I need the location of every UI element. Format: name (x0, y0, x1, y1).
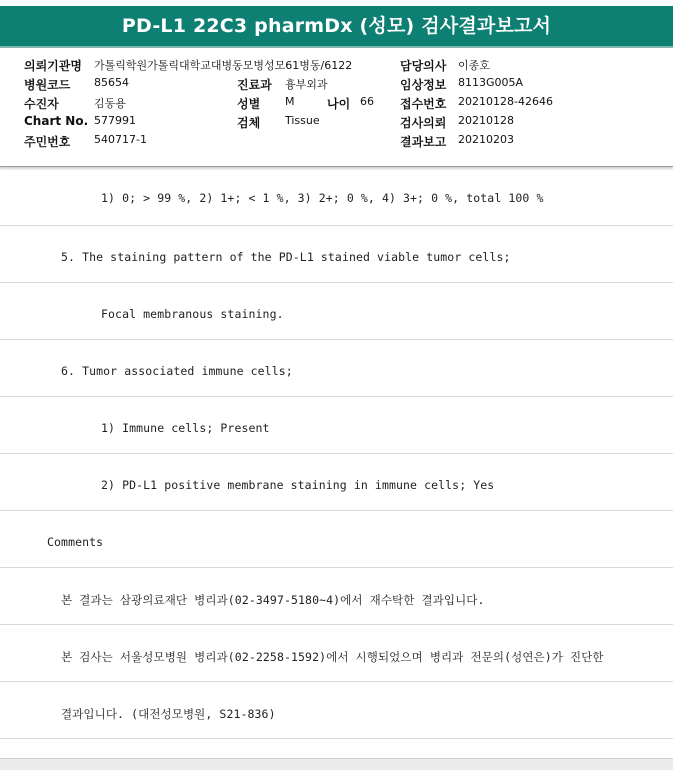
comment-line-3: 결과입니다. (대전성모병원, S21-836) (61, 707, 276, 721)
doctor-value: 이종호 (458, 59, 490, 72)
receipt-no-value: 20210128-42646 (458, 95, 553, 108)
request-date-value: 20210128 (458, 114, 514, 127)
report-date-value: 20210203 (458, 133, 514, 146)
age-label: 나이 (327, 97, 351, 111)
patient-value: 김동용 (94, 97, 126, 110)
result-row (0, 568, 673, 625)
clinical-info-label: 임상정보 (400, 78, 447, 92)
staining-pattern-heading: 5. The staining pattern of the PD-L1 stained viable tumor cells; (61, 250, 511, 264)
result-row (0, 340, 673, 397)
immune-cells-heading: 6. Tumor associated immune cells; (61, 364, 293, 378)
result-body (0, 166, 673, 739)
dept-value: 흉부외과 (285, 78, 328, 91)
chart-no-label: Chart No. (24, 114, 89, 128)
institution-label: 의뢰기관명 (24, 59, 82, 73)
result-row (0, 283, 673, 340)
patient-info-panel (0, 48, 673, 167)
result-row (0, 625, 673, 682)
clinical-info-value: 8113G005A (458, 76, 524, 89)
sex-label: 성별 (237, 97, 261, 111)
report-title: PD-L1 22C3 pharmDx (성모) 검사결과보고서 (0, 6, 673, 46)
result-row (0, 397, 673, 454)
immune-cells-staining: 2) PD-L1 positive membrane staining in immune cells; Yes (101, 478, 495, 492)
comment-line-1: 본 결과는 삼광의료재단 병리과(02-3497-5180~4)에서 재수탁한 결과입니다. (61, 593, 485, 607)
result-row (0, 166, 673, 226)
dept-label: 진료과 (237, 78, 272, 92)
request-date-label: 검사의뢰 (400, 116, 447, 130)
age-value: 66 (360, 95, 374, 108)
report-date-label: 결과보고 (400, 135, 447, 149)
comments-heading: Comments (47, 535, 104, 549)
doctor-label: 담당의사 (400, 59, 447, 73)
result-row (0, 454, 673, 511)
specimen-label: 검체 (237, 116, 261, 130)
receipt-no-label: 접수번호 (400, 97, 447, 111)
resident-no-value: 540717-1 (94, 133, 147, 146)
sex-value: M (285, 95, 295, 108)
institution-value: 가톨릭학원가톨릭대학교대병동모병성모61병동/6122 (94, 59, 353, 72)
result-row (0, 226, 673, 283)
hospital-code-value: 85654 (94, 76, 129, 89)
bottom-scroll-area (0, 758, 673, 770)
result-row (0, 682, 673, 739)
comment-line-2: 본 검사는 서울성모병원 병리과(02-2258-1592)에서 시행되었으며 병리과 전문의(성연은)가 진단한 (61, 650, 604, 664)
immune-cells-present: 1) Immune cells; Present (101, 421, 270, 435)
patient-label: 수진자 (24, 97, 59, 111)
resident-no-label: 주민번호 (24, 135, 71, 149)
chart-no-value: 577991 (94, 114, 136, 127)
result-row (0, 511, 673, 568)
score-distribution-text: 1) 0; > 99 %, 2) 1+; < 1 %, 3) 2+; 0 %, 4) 3+; 0 %, total 100 % (101, 191, 544, 205)
staining-pattern-value: Focal membranous staining. (101, 307, 284, 321)
specimen-value: Tissue (285, 114, 320, 127)
hospital-code-label: 병원코드 (24, 78, 71, 92)
